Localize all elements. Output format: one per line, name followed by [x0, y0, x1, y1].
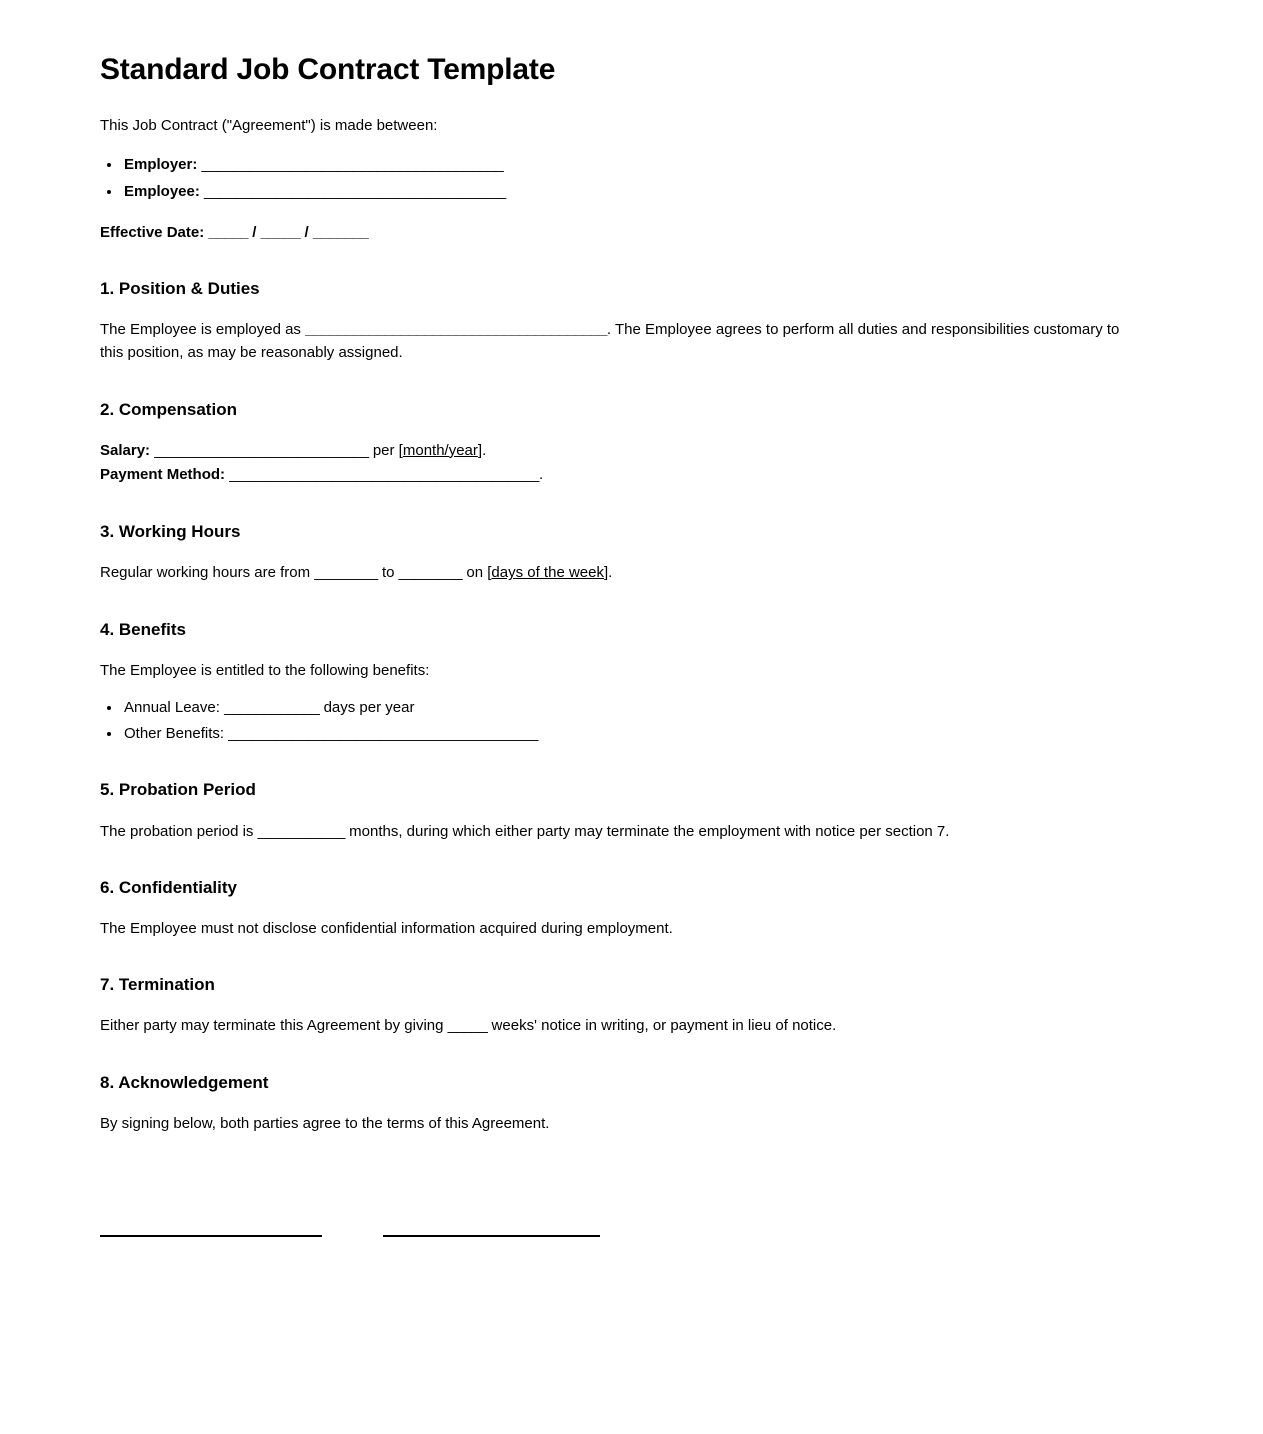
working-hours-from-blank[interactable]: ________	[314, 564, 378, 582]
section-heading-benefits: 4. Benefits	[100, 619, 186, 639]
position-blank[interactable]: ______________________________________	[305, 321, 607, 339]
working-hours-to-blank[interactable]: ________	[398, 564, 463, 582]
section-probation-text	[100, 820, 1120, 843]
section-position-duties-text	[100, 318, 1120, 365]
section-working-hours-text	[100, 561, 1120, 584]
annual-leave-suffix: days per year	[319, 698, 415, 716]
employer-blank[interactable]: ______________________________________	[201, 156, 504, 174]
effective-date-day-blank[interactable]: _____	[208, 223, 249, 241]
payment-method-end-text: .	[538, 465, 544, 483]
probation-text-after: months, during which either party may terminate the employment with notice per section 7.	[344, 822, 950, 840]
signature-spacer	[322, 1235, 383, 1237]
section-heading-working-hours: 3. Working Hours	[100, 522, 241, 542]
section-heading-acknowledgement: 8. Acknowledgement	[100, 1072, 269, 1092]
working-hours-text-on: on [	[462, 564, 492, 582]
list-item-employer	[122, 153, 1120, 176]
section-heading-confidentiality: 6. Confidentiality	[100, 877, 237, 897]
salary-period-hint: month/year	[402, 441, 478, 459]
salary-per-text: per [	[368, 441, 403, 459]
signature-line-left[interactable]	[100, 1235, 322, 1237]
salary-blank[interactable]: ___________________________	[154, 441, 369, 459]
effective-date-label: Effective Date:	[100, 223, 205, 241]
employee-label: Employee:	[124, 182, 200, 200]
termination-weeks-blank[interactable]: _____	[447, 1017, 488, 1035]
effective-date-month-blank[interactable]: _____	[260, 223, 301, 241]
section-heading-position-duties: 1. Position & Duties	[100, 279, 260, 298]
intro-paragraph: This Job Contract ("Agreement") is made between:	[100, 117, 438, 134]
section-compensation-body	[100, 439, 1120, 488]
list-item-other-benefits	[122, 722, 1120, 745]
payment-method-blank[interactable]: _______________________________________	[229, 465, 539, 483]
probation-text-before: The probation period is	[100, 822, 258, 840]
annual-leave-blank[interactable]: ____________	[224, 698, 320, 716]
employee-blank[interactable]: ______________________________________	[204, 182, 506, 200]
section-heading-compensation: 2. Compensation	[100, 399, 237, 419]
termination-text-after: weeks' notice in writing, or payment in lieu of notice.	[487, 1017, 837, 1035]
effective-date-year-blank[interactable]: _______	[312, 223, 369, 241]
payment-method-label: Payment Method:	[100, 465, 226, 483]
list-item-employee	[122, 180, 1120, 203]
other-benefits-blank[interactable]: _______________________________________	[228, 725, 538, 743]
other-benefits-label: Other Benefits:	[124, 725, 225, 743]
signature-row	[100, 1235, 1120, 1237]
effective-date-separator-2: /	[304, 223, 309, 241]
working-hours-text-end: ].	[603, 564, 613, 582]
termination-text-before: Either party may terminate this Agreement by giving	[100, 1017, 448, 1035]
section-termination-text	[100, 1014, 1120, 1037]
section-confidentiality-text: The Employee must not disclose confidential information acquired during employment.	[100, 919, 673, 937]
page-title: Standard Job Contract Template	[100, 53, 556, 86]
benefits-intro: The Employee is entitled to the following benefits:	[100, 661, 430, 679]
position-text-before: The Employee is employed as	[100, 321, 306, 339]
effective-date-separator-1: /	[252, 223, 257, 241]
employer-label: Employer:	[124, 156, 198, 174]
section-heading-probation-period: 5. Probation Period	[100, 780, 256, 800]
working-hours-text-mid: to	[377, 564, 399, 582]
working-hours-days-hint: days of the week	[491, 564, 604, 582]
section-acknowledgement-text: By signing below, both parties agree to the terms of this Agreement.	[100, 1114, 550, 1132]
working-hours-text-before: Regular working hours are from	[100, 564, 315, 582]
annual-leave-label: Annual Leave:	[124, 698, 220, 716]
section-heading-termination: 7. Termination	[100, 975, 215, 995]
position-text-after: . The Employee agrees to perform all duties and responsibilities customary to this position, as may be reasonably assigned.	[100, 321, 1120, 362]
salary-end-text: ].	[477, 441, 487, 459]
list-item-annual-leave	[122, 696, 1120, 719]
probation-blank[interactable]: ___________	[257, 822, 345, 840]
benefits-list	[100, 696, 1120, 746]
parties-list	[100, 153, 1120, 203]
salary-label: Salary:	[100, 441, 151, 459]
signature-line-right[interactable]	[383, 1235, 600, 1237]
effective-date-line	[100, 221, 1120, 244]
